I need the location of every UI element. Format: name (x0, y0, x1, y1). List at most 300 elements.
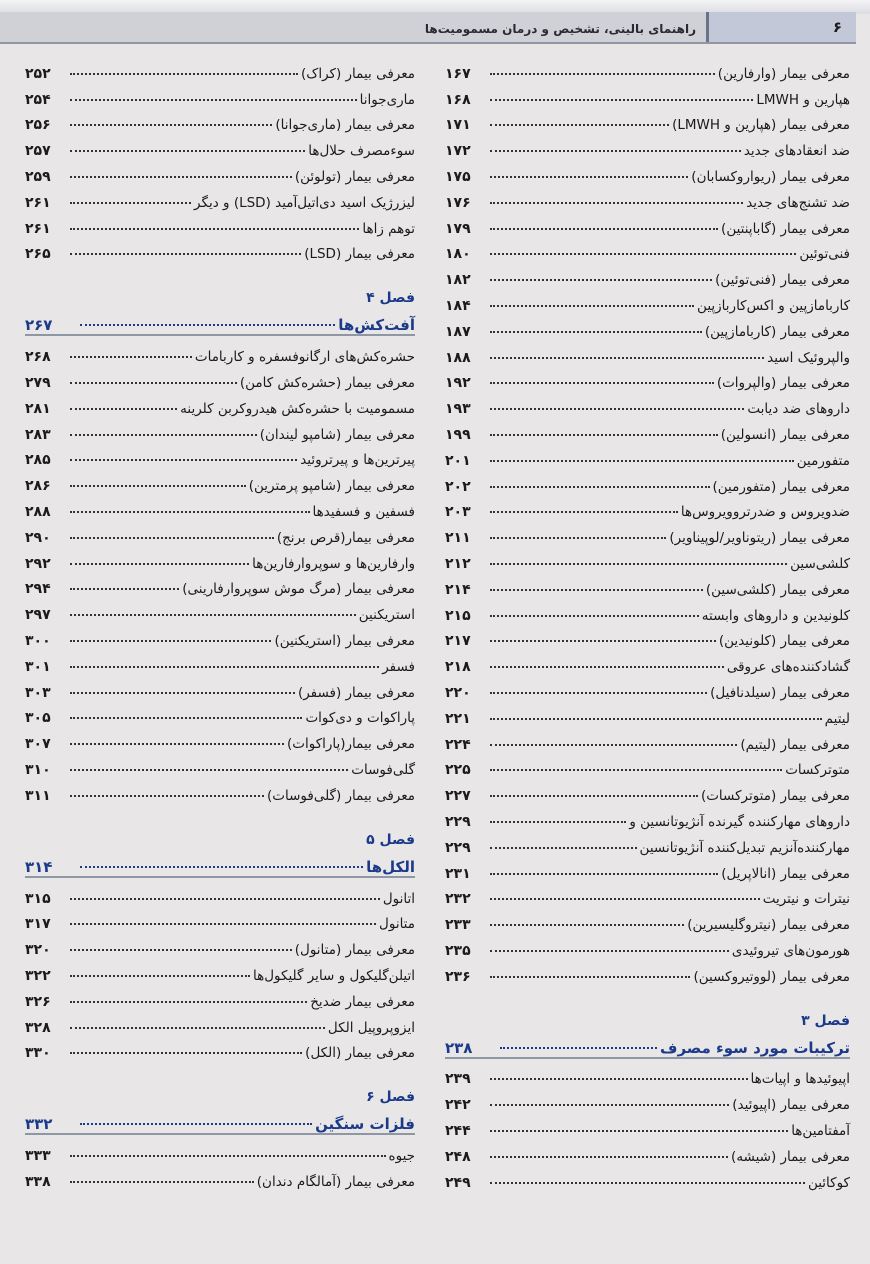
entry-page: ۱۷۹ (445, 220, 471, 237)
leader-dots (490, 279, 712, 281)
entry-page: ۳۰۵ (25, 710, 51, 727)
leader-dots (70, 640, 271, 642)
toc-list (445, 1062, 850, 1191)
section-rule (445, 1057, 850, 1059)
toc-entry[interactable] (445, 56, 850, 82)
toc-entry[interactable] (25, 932, 415, 958)
toc-entry[interactable] (25, 365, 415, 391)
section-heading[interactable] (25, 1105, 415, 1133)
leader-dots (490, 821, 626, 823)
entry-page: ۲۳۹ (445, 1071, 471, 1088)
entry-title: معرفی بیمار (فنی‌توئین) (715, 272, 850, 289)
entry-page: ۲۵۷ (25, 143, 51, 160)
toc-entry[interactable] (25, 391, 415, 417)
toc-entry[interactable] (25, 417, 415, 443)
toc-entry[interactable] (25, 1010, 415, 1036)
entry-title: معرفی بیمار (مرگ موش سوپروارفارینی) (182, 581, 415, 598)
entry-title: وارفارین‌ها و سوپروارفارین‌ها (252, 555, 415, 572)
entry-page: ۳۳۸ (25, 1173, 51, 1190)
entry-title: معرفی بیمار (سیلدنافیل) (710, 684, 850, 701)
leader-dots (490, 950, 729, 952)
leader-dots (490, 73, 715, 75)
leader-dots (70, 563, 249, 565)
leader-dots (490, 1182, 805, 1184)
entry-title: نیترات و نیتریت (762, 891, 850, 908)
entry-page: ۱۸۰ (445, 246, 471, 263)
entry-title: فسفین و فسفیدها (312, 503, 415, 520)
leader-dots (490, 924, 684, 926)
entry-page: ۳۱۷ (25, 916, 51, 933)
entry-title: معرفی بیمار (لووتیروکسین) (693, 968, 850, 985)
entry-page: ۲۶۱ (25, 220, 51, 237)
entry-page: ۲۹۰ (25, 529, 51, 546)
leader-dots (70, 614, 356, 616)
toc-entry[interactable] (25, 907, 415, 933)
leader-dots (490, 382, 714, 384)
toc-entry[interactable] (445, 262, 850, 288)
toc-entry[interactable] (25, 339, 415, 365)
entry-title: معرفی بیمار (ریتوناویر/لوپیناویر) (669, 530, 850, 547)
entry-title: فنی‌توئین (799, 246, 850, 263)
entry-title: ایزوپروپیل الکل (327, 1019, 415, 1036)
toc-entry[interactable] (25, 211, 415, 237)
section-rule (25, 334, 415, 336)
entry-page: ۲۱۸ (445, 659, 471, 676)
entry-title: معرفی بیمار (آمالگام دندان) (256, 1173, 415, 1190)
entry-title: معرفی بیمار (انسولین) (720, 426, 850, 443)
entry-page: ۱۸۴ (445, 297, 471, 314)
entry-page: ۲۳۲ (445, 891, 471, 908)
toc-entry[interactable] (25, 572, 415, 598)
toc-entry[interactable] (445, 1062, 850, 1088)
leader-dots (70, 692, 295, 694)
toc-entry[interactable] (445, 830, 850, 856)
entry-page: ۳۰۰ (25, 632, 51, 649)
leader-dots (490, 150, 741, 152)
toc-entry[interactable] (445, 82, 850, 108)
leader-dots (70, 73, 298, 75)
entry-page: ۳۱۵ (25, 890, 51, 907)
leader-dots (70, 1155, 386, 1157)
entry-page: ۱۸۷ (445, 323, 471, 340)
entry-title: حشره‌کش‌های ارگانوفسفره و کاربامات (194, 349, 415, 366)
section-page: ۳۳۲ (25, 1115, 53, 1134)
entry-page: ۲۲۴ (445, 736, 471, 753)
leader-dots (490, 640, 716, 642)
toc-list (25, 56, 415, 262)
entry-page: ۲۲۹ (445, 813, 471, 830)
leader-dots (490, 563, 787, 565)
entry-title: معرفی بیمار (تولوئن) (294, 168, 415, 185)
entry-page: ۲۸۱ (25, 400, 51, 417)
entry-page: ۲۸۳ (25, 426, 51, 443)
toc-entry[interactable] (25, 159, 415, 185)
entry-title: معرفی بیمار (حشره‌کش کامن) (239, 374, 415, 391)
toc-entry[interactable] (25, 701, 415, 727)
entry-title: کلونیدین و داروهای وابسته (701, 607, 850, 624)
toc-entry[interactable] (445, 907, 850, 933)
leader-dots (490, 1104, 729, 1106)
leader-dots (490, 666, 724, 668)
toc-entry[interactable] (25, 133, 415, 159)
entry-page: ۲۹۷ (25, 607, 51, 624)
entry-page: ۲۲۷ (445, 788, 471, 805)
leader-dots (70, 949, 292, 951)
toc-entry[interactable] (25, 108, 415, 134)
entry-page: ۲۳۱ (445, 865, 471, 882)
entry-title: معرفی بیمار (متفورمین) (712, 478, 850, 495)
entry-page: ۲۸۶ (25, 478, 51, 495)
entry-page: ۲۸۵ (25, 452, 51, 469)
leader-dots (70, 408, 177, 410)
toc-entry[interactable] (445, 391, 850, 417)
toc-entry[interactable] (445, 520, 850, 546)
toc-list (25, 881, 415, 1062)
leader-dots (70, 124, 272, 126)
entry-page: ۲۳۶ (445, 968, 471, 985)
leader-dots (490, 99, 753, 101)
toc-entry[interactable] (445, 1165, 850, 1191)
chapter-label: فصل ۶ (366, 1089, 415, 1106)
leader-dots (70, 382, 237, 384)
toc-entry[interactable] (25, 726, 415, 752)
toc-entry[interactable] (445, 108, 850, 134)
entry-page: ۳۲۸ (25, 1019, 51, 1036)
toc-right-column (445, 56, 850, 1191)
toc-entry[interactable] (445, 1139, 850, 1165)
toc-entry[interactable] (445, 288, 850, 314)
entry-page: ۱۶۷ (445, 65, 471, 82)
entry-title: مسمومیت با حشره‌کش هیدروکربن کلرینه (180, 400, 415, 417)
entry-title: معرفی بیمار (والپروات) (716, 375, 850, 392)
leader-dots (490, 718, 822, 720)
entry-page: ۲۳۳ (445, 917, 471, 934)
leader-dots (490, 976, 690, 978)
toc-entry[interactable] (445, 417, 850, 443)
leader-dots (70, 975, 250, 977)
entry-title: هپارین و LMWH (756, 91, 850, 108)
entry-page: ۲۶۱ (25, 194, 51, 211)
entry-title: متوترکسات (785, 762, 850, 779)
entry-page: ۲۴۴ (445, 1123, 471, 1140)
leader-dots (490, 847, 637, 849)
leader-dots (70, 769, 348, 771)
toc-entry[interactable] (445, 727, 850, 753)
toc-entry[interactable] (445, 804, 850, 830)
entry-title: ضد تشنج‌های جدید (746, 194, 850, 211)
toc-entry[interactable] (25, 443, 415, 469)
leader-dots (70, 511, 310, 513)
entry-page: ۲۰۲ (445, 478, 471, 495)
leader-dots (70, 150, 305, 152)
leader-dots (490, 898, 760, 900)
section-page: ۲۶۷ (25, 316, 53, 335)
toc-entry[interactable] (445, 159, 850, 185)
leader-dots (490, 537, 666, 539)
toc-entry[interactable] (445, 856, 850, 882)
entry-page: ۱۸۲ (445, 272, 471, 289)
leader-dots (70, 356, 192, 358)
entry-page: ۲۱۵ (445, 607, 471, 624)
entry-page: ۱۷۲ (445, 143, 471, 160)
entry-title: معرفی بیمار (اپیوئید) (732, 1097, 850, 1114)
entry-page: ۲۱۱ (445, 530, 471, 547)
leader-dots (490, 1078, 748, 1080)
entry-page: ۱۹۲ (445, 375, 471, 392)
toc-entry[interactable] (25, 597, 415, 623)
toc-entry[interactable] (25, 56, 415, 82)
leader-dots (70, 717, 302, 719)
toc-entry[interactable] (445, 469, 850, 495)
leader-dots (490, 460, 794, 462)
toc-entry[interactable] (445, 1087, 850, 1113)
running-title: راهنمای بالینی، تشخیص و درمان مسمومیت‌ها (424, 22, 696, 36)
entry-page: ۲۴۸ (445, 1148, 471, 1165)
leader-dots (70, 434, 257, 436)
toc-entry[interactable] (25, 675, 415, 701)
leader-dots (70, 1181, 254, 1183)
entry-title: اتانول (382, 890, 415, 907)
entry-page: ۲۰۱ (445, 452, 471, 469)
leader-dots (490, 1130, 788, 1132)
leader-dots (490, 202, 743, 204)
leader-dots (490, 434, 718, 436)
section-rule (25, 876, 415, 878)
entry-page: ۱۷۵ (445, 168, 471, 185)
toc-entry[interactable] (445, 314, 850, 340)
toc-entry[interactable] (25, 185, 415, 211)
leader-dots (80, 1123, 312, 1125)
section-title: الکل‌ها (366, 857, 415, 876)
toc-entry[interactable] (25, 958, 415, 984)
toc-entry[interactable] (445, 624, 850, 650)
entry-page: ۳۰۱ (25, 658, 51, 675)
entry-title: معرفی بیمار (نیتروگلیسیرین) (687, 917, 850, 934)
leader-dots (70, 795, 264, 797)
entry-title: توهم زاها (362, 220, 415, 237)
leader-dots (490, 873, 718, 875)
entry-page: ۲۵۲ (25, 65, 51, 82)
entry-title: معرفی بیمار (الکل) (305, 1045, 415, 1062)
entry-title: معرفی بیمار (شامپو پرمترین) (248, 478, 415, 495)
section-title: فلزات سنگین (315, 1115, 415, 1134)
entry-page: ۲۰۳ (445, 504, 471, 521)
leader-dots (490, 486, 710, 488)
entry-title: متفورمین (796, 452, 850, 469)
entry-title: ضد انعقادهای جدید (743, 143, 850, 160)
toc-entry[interactable] (25, 1164, 415, 1190)
section-heading[interactable] (25, 848, 415, 876)
toc-entry[interactable] (445, 598, 850, 624)
leader-dots (70, 228, 359, 230)
toc-entry[interactable] (445, 546, 850, 572)
entry-page: ۳۳۰ (25, 1045, 51, 1062)
section-rule (25, 1133, 415, 1135)
leader-dots (490, 228, 718, 230)
leader-dots (500, 1047, 657, 1049)
toc-entry[interactable] (25, 623, 415, 649)
page-number: ۶ (706, 12, 856, 42)
toc-entry[interactable] (25, 1138, 415, 1164)
leader-dots (490, 1156, 728, 1158)
leader-dots (490, 176, 688, 178)
entry-title: اتیلن‌گلیکول و سایر گلیکول‌ها (253, 967, 415, 984)
section-title: ترکیبات مورد سوء مصرف (660, 1038, 850, 1057)
entry-page: ۲۲۵ (445, 762, 471, 779)
entry-page: ۲۲۹ (445, 839, 471, 856)
page-header (0, 12, 856, 44)
leader-dots (70, 459, 297, 461)
entry-page: ۲۵۹ (25, 168, 51, 185)
leader-dots (70, 1001, 307, 1003)
leader-dots (70, 666, 379, 668)
leader-dots (490, 795, 698, 797)
entry-title: داروهای مهارکننده گیرنده آنژیوتانسین و (629, 813, 850, 830)
leader-dots (490, 124, 669, 126)
entry-title: متانول (379, 916, 415, 933)
leader-dots (70, 1052, 302, 1054)
leader-dots (70, 99, 357, 101)
leader-dots (70, 253, 301, 255)
toc-entry[interactable] (445, 366, 850, 392)
leader-dots (490, 305, 694, 307)
entry-page: ۳۲۲ (25, 967, 51, 984)
entry-title: لیتیم (824, 710, 850, 727)
toc-entry[interactable] (445, 1113, 850, 1139)
toc-left-column (25, 56, 415, 1190)
entry-title: معرفی بیمار (شیشه) (731, 1148, 850, 1165)
toc-entry[interactable] (445, 211, 850, 237)
toc-entry[interactable] (445, 185, 850, 211)
entry-title: معرفی بیمار (کلونیدین) (718, 633, 850, 650)
toc-entry[interactable] (445, 443, 850, 469)
toc-entry[interactable] (25, 237, 415, 263)
entry-page: ۱۶۸ (445, 91, 471, 108)
entry-title: گلی‌فوسات (351, 761, 415, 778)
entry-title: معرفی بیمار (هپارین و LMWH) (672, 117, 850, 134)
entry-title: سوءمصرف حلال‌ها (308, 143, 415, 160)
toc-entry[interactable] (445, 572, 850, 598)
toc-list (445, 56, 850, 985)
entry-title: معرفی بیمار (شامپو لیندان) (259, 426, 415, 443)
entry-title: جیوه (388, 1148, 415, 1165)
toc-entry[interactable] (445, 933, 850, 959)
leader-dots (490, 511, 678, 513)
entry-page: ۱۹۹ (445, 426, 471, 443)
toc-list (25, 339, 415, 803)
entry-title: معرفی بیمار ضدیخ (310, 993, 415, 1010)
entry-page: ۲۱۷ (445, 633, 471, 650)
leader-dots (490, 744, 737, 746)
entry-page: ۲۴۹ (445, 1174, 471, 1191)
entry-page: ۳۲۶ (25, 993, 51, 1010)
entry-title: معرفی بیمار (لیتیم) (740, 736, 850, 753)
entry-title: معرفی بیمار(قرص برنج) (276, 529, 415, 546)
leader-dots (490, 692, 707, 694)
leader-dots (70, 202, 191, 204)
entry-title: اپیوئیدها و اپیات‌ها (750, 1071, 850, 1088)
toc-entry[interactable] (25, 520, 415, 546)
toc-entry[interactable] (445, 649, 850, 675)
toc-entry[interactable] (445, 753, 850, 779)
entry-page: ۲۱۲ (445, 555, 471, 572)
entry-title: معرفی بیمار (استریکنین) (274, 632, 415, 649)
entry-title: معرفی بیمار (کراک) (301, 65, 415, 82)
leader-dots (70, 485, 246, 487)
toc-entry[interactable] (25, 649, 415, 675)
toc-entry[interactable] (25, 984, 415, 1010)
entry-title: داروهای ضد دیابت (747, 401, 850, 418)
entry-title: ماری‌جوانا (359, 91, 415, 108)
entry-title: استریکنین (358, 607, 415, 624)
entry-title: معرفی بیمار (ماری‌جوانا) (275, 117, 415, 134)
toc-entry[interactable] (445, 701, 850, 727)
entry-title: معرفی بیمار (کلشی‌سین) (705, 581, 850, 598)
entry-title: مهارکننده‌آنزیم تبدیل‌کننده آنژیوتانسین (639, 839, 850, 856)
toc-entry[interactable] (445, 675, 850, 701)
entry-title: معرفی بیمار (LSD) (304, 246, 415, 263)
chapter-label: فصل ۵ (366, 831, 415, 848)
toc-entry[interactable] (25, 494, 415, 520)
entry-title: فسفر (382, 658, 415, 675)
entry-title: معرفی بیمار (وارفارین) (717, 65, 850, 82)
toc-entry[interactable] (25, 778, 415, 804)
entry-page: ۳۳۳ (25, 1148, 51, 1165)
section-page: ۳۱۴ (25, 857, 53, 876)
entry-title: معرفی بیمار (گاباپنتین) (721, 220, 850, 237)
toc-entry[interactable] (445, 340, 850, 366)
entry-title: والپروئیک اسید (767, 349, 850, 366)
toc-entry[interactable] (445, 959, 850, 985)
toc-entry[interactable] (445, 133, 850, 159)
toc-entry[interactable] (445, 882, 850, 908)
entry-page: ۳۰۳ (25, 684, 51, 701)
section-heading[interactable] (445, 1029, 850, 1057)
toc-entry[interactable] (25, 881, 415, 907)
toc-entry[interactable] (445, 495, 850, 521)
entry-title: هورمون‌های تیروئیدی (731, 942, 850, 959)
entry-page: ۲۸۸ (25, 503, 51, 520)
leader-dots (70, 743, 284, 745)
entry-title: معرفی بیمار (متوترکسات) (700, 788, 850, 805)
entry-page: ۲۵۶ (25, 117, 51, 134)
entry-page: ۲۲۱ (445, 710, 471, 727)
leader-dots (80, 324, 335, 326)
entry-title: معرفی بیمار(پاراکوات) (287, 736, 415, 753)
chapter-label: فصل ۳ (801, 1012, 850, 1029)
toc-entry[interactable] (25, 468, 415, 494)
entry-title: معرفی بیمار (ریواروکسابان) (691, 168, 850, 185)
entry-page: ۳۲۰ (25, 942, 51, 959)
toc-entry[interactable] (25, 752, 415, 778)
toc-entry[interactable] (445, 778, 850, 804)
toc-entry[interactable] (25, 82, 415, 108)
entry-page: ۳۱۰ (25, 761, 51, 778)
entry-page: ۲۶۸ (25, 349, 51, 366)
section-heading[interactable] (25, 306, 415, 334)
entry-title: آمفتامین‌ها (791, 1123, 850, 1140)
entry-page: ۲۱۴ (445, 581, 471, 598)
entry-page: ۱۸۸ (445, 349, 471, 366)
toc-entry[interactable] (25, 1036, 415, 1062)
entry-title: گشادکننده‌های عروقی (726, 659, 850, 676)
entry-page: ۲۶۵ (25, 246, 51, 263)
entry-title: معرفی بیمار (انالاپریل) (721, 865, 850, 882)
toc-entry[interactable] (25, 546, 415, 572)
entry-title: پاراکوات و دی‌کوات (305, 710, 415, 727)
toc-entry[interactable] (445, 237, 850, 263)
section-title: آفت‌کش‌ها (338, 316, 415, 335)
